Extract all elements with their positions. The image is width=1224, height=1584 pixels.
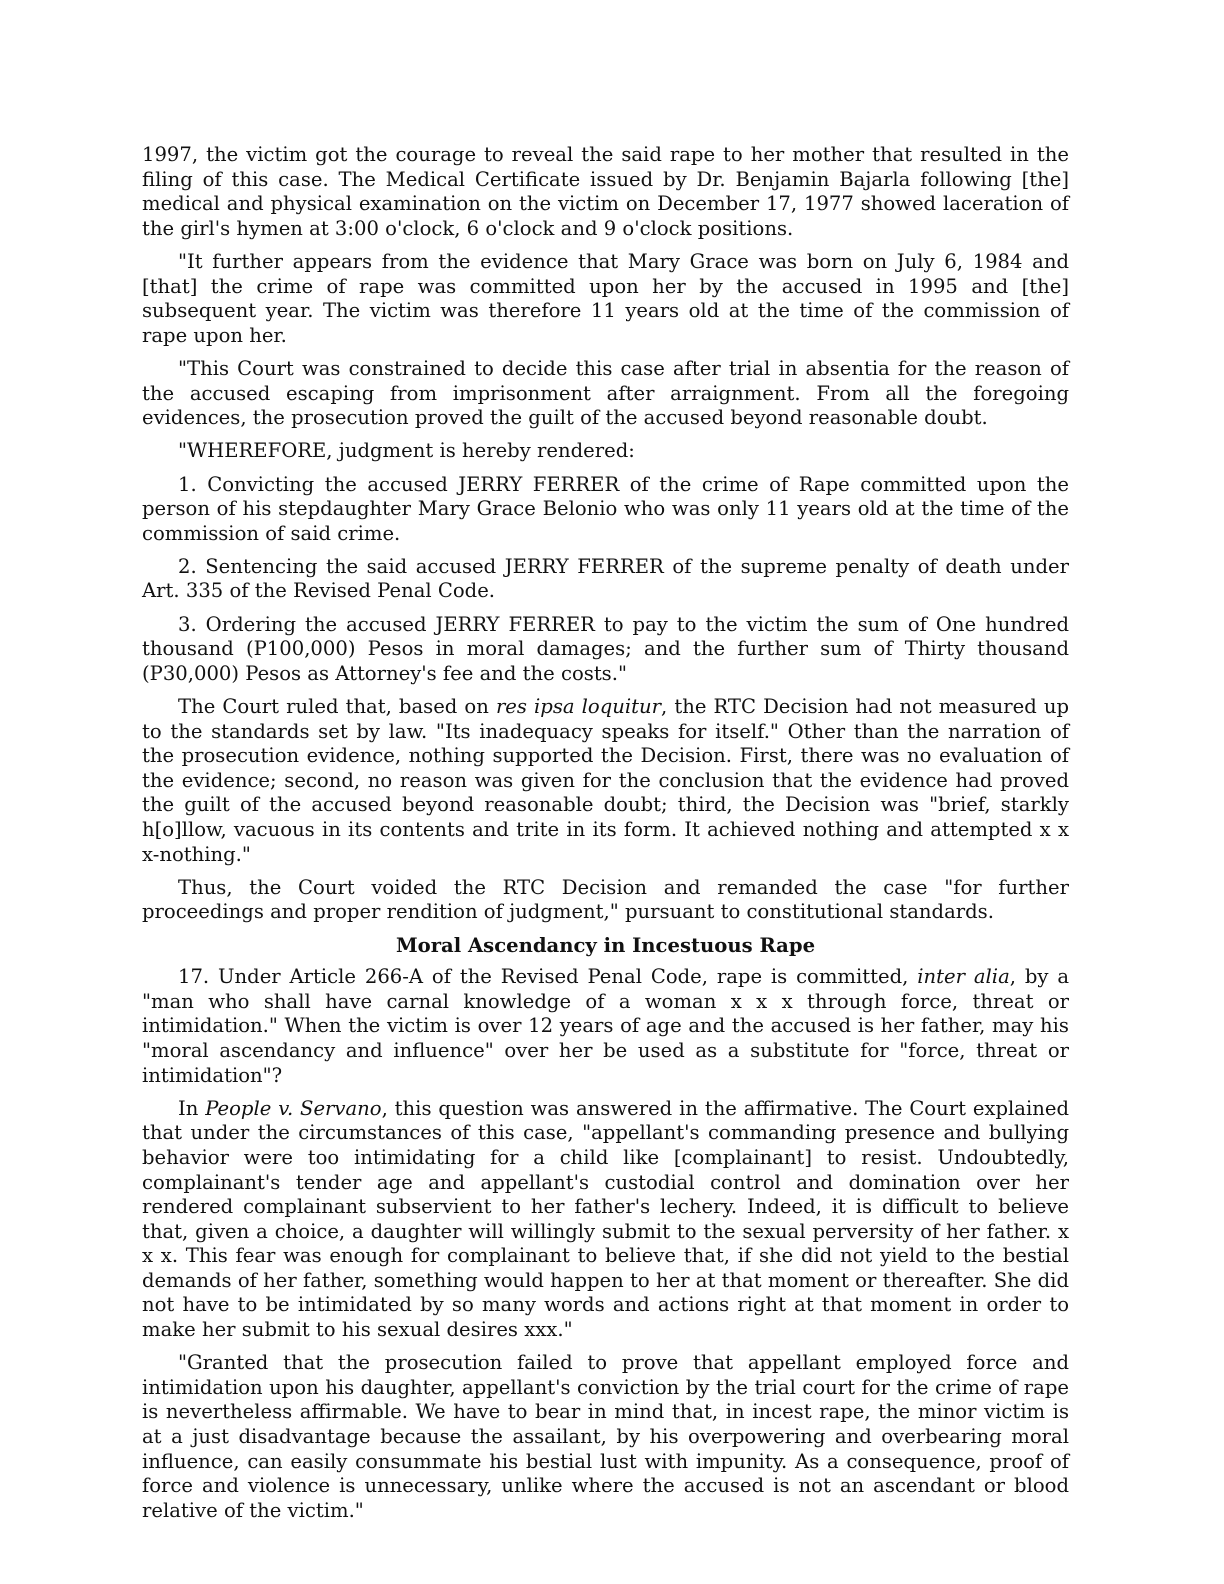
paragraph	[142, 876, 1069, 925]
paragraph-text: "WHEREFORE, judgment is hereby rendered:	[178, 439, 635, 463]
section-heading: Moral Ascendancy in Incestuous Rape	[395, 933, 816, 957]
document-page	[142, 143, 1069, 1532]
paragraph-text: Thus, the Court voided the RTC Decision and remanded the case "for further proceedings and proper rendition of judgment," pursuant to constitutional standards.	[142, 875, 1069, 924]
paragraph-text: 1. Convicting the accused JERRY FERRER of the crime of Rape committed upon the person of his stepdaughter Mary Grace Belonio who was only 11 years old at the time of the commission of said crime.	[142, 472, 1069, 545]
paragraph-text: 1997, the victim got the courage to reveal the said rape to her mother that resulted in the filing of this case. The Medical Certificate issued by Dr. Benjamin Bajarla following [the] medical and physical examination on the victim on December 17, 1977 showed laceration of the girl's hymen at 3:00 o'clock, 6 o'clock and 9 o'clock positions.	[142, 143, 1069, 240]
paragraph	[142, 1097, 1069, 1343]
paragraph-text: The Court ruled that, based on	[178, 695, 496, 719]
case-citation: People v. Servano	[205, 1096, 382, 1120]
paragraph	[142, 250, 1069, 348]
paragraph	[142, 439, 1069, 464]
paragraph	[142, 357, 1069, 431]
paragraph-text: 17. Under Article 266-A of the Revised Penal Code, rape is committed,	[178, 965, 918, 989]
paragraph	[142, 965, 1069, 1088]
latin-phrase: res ipsa loquitur	[495, 695, 662, 719]
paragraph	[142, 695, 1069, 867]
numbered-paragraph	[142, 555, 1069, 604]
paragraph	[142, 143, 1069, 241]
latin-phrase: inter alia	[917, 965, 1010, 989]
paragraph-text: "It further appears from the evidence that Mary Grace was born on July 6, 1984 and [that] the crime of rape was committed upon her by the accused in 1995 and [the] subsequent year. The victim was therefore 11 years old at the time of the commission of rape upon her.	[142, 249, 1069, 347]
paragraph-text: 3. Ordering the accused JERRY FERRER to pay to the victim the sum of One hundred thousand (P100,000) Pesos in moral damages; and the further sum of Thirty thousand (P30,000) Pesos as Attorney's fee and the costs."	[142, 612, 1069, 685]
paragraph	[142, 1351, 1069, 1523]
paragraph-text: 2. Sentencing the said accused JERRY FERRER of the supreme penalty of death under Art. 335 of the Revised Penal Code.	[142, 554, 1069, 603]
paragraph-text: In	[178, 1096, 206, 1120]
paragraph-text: "This Court was constrained to decide this case after trial in absentia for the reason of the accused escaping from imprisonment after arraignment. From all the foregoing evidences, the prosecution proved the guilt of the accused beyond reasonable doubt.	[142, 356, 1069, 430]
paragraph-text: , this question was answered in the affirmative. The Court explained that under the circumstances of this case, "appellant's commanding presence and bullying behavior were too intimidating for a child like [complainant] to resist. Undoubtedly, complainant's tender age and appellant's custodial control and domination over her rendered complainant subservient to her father's lechery. Indeed, it is difficult to believe that, given a choice, a daughter will willingly submit to the sexual perversity of her father. x x x. This fear was enough for complainant to believe that, if she did not yield to the bestial demands of her father, something would happen to her at that moment or thereafter. She did not have to be intimidated by so many words and actions right at that moment in order to make her submit to his sexual desires xxx."	[142, 1096, 1069, 1342]
paragraph-text: "Granted that the prosecution failed to prove that appellant employed force and intimidation upon his daughter, appellant's conviction by the trial court for the crime of rape is nevertheless affirmable. We have to bear in mind that, in incest rape, the minor victim is at a just disadvantage because the assailant, by his overpowering and overbearing moral influence, can easily consummate his bestial lust with impunity. As a consequence, proof of force and violence is unnecessary, unlike where the accused is not an ascendant or blood relative of the victim."	[142, 1351, 1069, 1522]
paragraph-text: , by a "man who shall have carnal knowledge of a woman x x x through force, threat or intimidation." When the victim is over 12 years of age and the accused is her father, may his "moral ascendancy and influence" over her be used as a substitute for "force, threat or intimidation"?	[142, 965, 1069, 1087]
numbered-paragraph	[142, 473, 1069, 547]
paragraph-text: , the RTC Decision had not measured up to the standards set by law. "Its inadequacy speaks for itself." Other than the narration of the prosecution evidence, nothing supported the Decision. First, there was no evaluation of the evidence; second, no reason was given for the conclusion that the evidence had proved the guilt of the accused beyond reasonable doubt; third, the Decision was "brief, starkly h[o]llow, vacuous in its contents and trite in its form. It achieved nothing and attempted x x x-nothing."	[142, 695, 1070, 866]
numbered-paragraph	[142, 613, 1069, 687]
